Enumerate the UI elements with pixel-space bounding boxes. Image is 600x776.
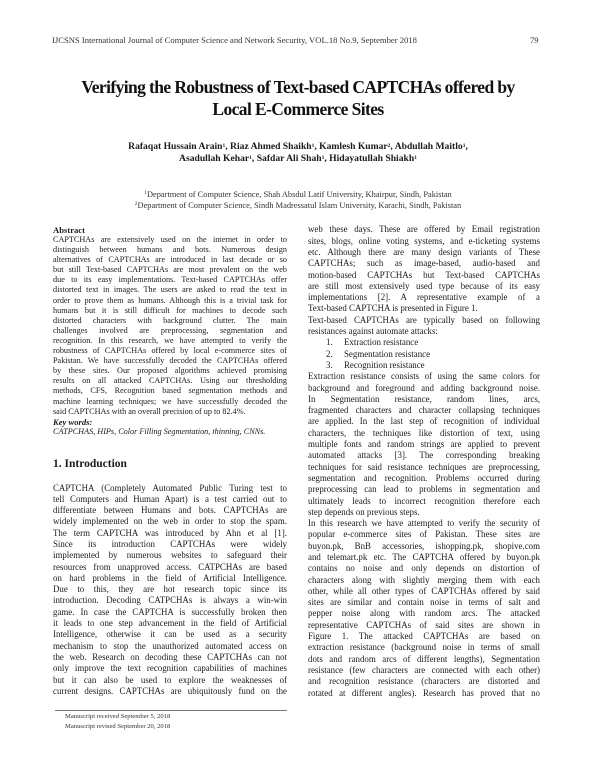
list-number: 3. (326, 359, 333, 370)
text-line: resistance (few characters are connected with each other) (308, 664, 540, 675)
text-line: distorted text in images. The users are asked to read the text in (53, 285, 287, 295)
list-text: Segmentation resistance (344, 348, 431, 359)
text-line: alternatives of CAPTCHAs are introduced in last decade or so (53, 255, 287, 265)
affiliation-number: 2 (134, 201, 138, 207)
text-line: it leads to one step advancement in the field of Artificial (53, 618, 287, 629)
text-line: results on all attacked CAPTCHAs. Using our thresholding (53, 376, 287, 386)
text-line: dots and random arcs of different lengths), Segmentation (308, 653, 540, 664)
text-line: Text-based CAPTCHAs are typically based on following (308, 314, 540, 325)
text-line: popular e-commerce sites of Pakistan. These sites are (308, 529, 540, 540)
text-line: Pakistan. We have successfully decoded the CAPTCHAs offered (53, 356, 287, 366)
affiliation-line (0, 189, 596, 200)
text-line: segmentation and recognition. Problems occurred during (308, 472, 540, 483)
text-line: differentiate between Humans and bots. CAPTCHAs are (53, 505, 287, 516)
text-line: CAPTCHA (Completely Automated Public Turing test to (53, 482, 287, 493)
list-item (308, 360, 540, 371)
text-line: etc. Although there are many design variants of These (308, 246, 540, 257)
text-line: and recognition resistance (characters are distorted and (308, 676, 540, 687)
affiliations (0, 189, 596, 211)
text-line: other, while all other types of CAPTCHAs offered by said (308, 585, 540, 596)
paper-title (0, 76, 596, 120)
text-line: Extraction resistance consists of using the same colors for (308, 371, 540, 382)
title-line: Local E-Commerce Sites (212, 99, 384, 119)
text-line: sites, blogs, online voting systems, and e-ticketing systems (308, 235, 540, 246)
author-line (0, 153, 596, 165)
text-line: preprocessing can lead to problems in segmentation and (308, 484, 540, 495)
text-line: background and foreground and adding background noise. (308, 382, 540, 393)
text-line: In Segmentation resistance, random lines, arcs, (308, 393, 540, 404)
text-line: pepper noise along with random arcs. The attacked (308, 608, 540, 619)
text-line: order to prove them as humans. Although this is a trivial task for (53, 295, 287, 305)
abstract-heading: Abstract (53, 225, 85, 235)
author-name: Rafaqat Hussain Arain (128, 141, 223, 152)
text-line: Text-based CAPTCHA is presented in Figure 1. (308, 303, 478, 314)
author-name: Asadullah Kehar (179, 153, 250, 164)
text-line: due to its easy implementations. Text-based CAPTCHAs offer (53, 275, 287, 285)
text-line: characters along with slightly merging them with each (308, 574, 540, 585)
text-line: fragmented characters and character collapsing techniques (308, 405, 540, 416)
introduction-body (53, 483, 287, 698)
text-line: introduction. Decoding CATPCHAs is always a win-win (53, 595, 287, 606)
affiliation-marker: 1 (414, 155, 417, 161)
text-line: web these days. These are offered by Email registration (308, 224, 540, 235)
text-line: multiple fonts and random strings are applied to prevent (308, 439, 540, 450)
affiliation-text: Department of Computer Science, Shah Absdul Latif University, Khairpur, Sindh, Pakistan (146, 190, 452, 199)
author-separator: , (314, 141, 320, 152)
text-line: distorted characters with background clutter. The main (53, 315, 287, 325)
title-line: Verifying the Robustness of Text-based CAPTCHAs offered by (81, 77, 515, 97)
text-line: game. In case the CAPTCHA is successfully broken then (53, 606, 287, 617)
text-line: distinguish between humans and bots. Numerous design (53, 245, 287, 255)
text-line: machine learning techniques; we have successfully decoded the (53, 396, 287, 406)
text-line: and telemart.pk etc. The CAPTCHA offered by buyon.pk (308, 552, 540, 562)
page-number: 79 (530, 35, 539, 45)
text-line: characters, the techniques like distortion of text, using (308, 427, 540, 438)
author-separator: , (465, 141, 468, 152)
list-item (308, 337, 540, 348)
text-line: implemented by numerous websites to safeguard their (53, 550, 287, 561)
text-line: motion-based CAPTCHAs but Text-based CAPTCHAs (308, 269, 540, 280)
right-column-body (308, 224, 540, 698)
text-line: resources from unapproved access. CATPCHAs are based (53, 561, 287, 572)
list-text: Recognition resistance (344, 359, 425, 370)
affiliation-marker: 2 (387, 143, 391, 149)
text-line: said CAPTCHAs with an overall precision of up to 82.4%. (53, 406, 246, 416)
author-separator: , (225, 141, 231, 152)
text-line: implementations [2]. A representative example of a (308, 292, 540, 303)
text-line: are still most extensively used type because of its easy (308, 280, 540, 291)
section-heading-introduction: 1. Introduction (53, 458, 127, 470)
text-line: extraction resistance (background noise in terms of small (308, 642, 540, 653)
keywords: CATPCHAS, HIPs, Color Filling Segmentation, thinning, CNNs. (53, 427, 266, 436)
author-name: Safdar Ali Shah (256, 153, 322, 164)
author-line (0, 141, 596, 153)
text-line: humans but it is still difficult for machines to decode such (53, 305, 287, 315)
text-line: widely implemented on the web in order to stop the spam. (53, 516, 287, 527)
list-number: 2. (326, 348, 333, 359)
text-line: by these sites. Our proposed algorithms achieved promising (53, 366, 287, 376)
footnote-divider (55, 710, 287, 711)
text-line: The term CAPTCHA was introduced by Ahn et al [1]. (53, 527, 287, 538)
affiliation-text: Department of Computer Science, Sindh Madressatul Islam University, Karachi, Sindh, Pakistan (137, 201, 462, 210)
text-line: only improve the text recognition capabilities of machines (53, 663, 287, 674)
text-line: are applied. In the last step of recognition of individual (308, 416, 540, 427)
text-line: In this research we have attempted to verify the security of (308, 518, 540, 529)
list-number: 1. (326, 337, 333, 348)
text-line: Due to this, they are hot research topic since its (53, 584, 287, 595)
affiliation-marker: 1 (462, 143, 466, 149)
abstract-body (53, 235, 287, 417)
text-line: mechanism to stop the unauthorized automated access on (53, 640, 287, 651)
footnotes (65, 712, 170, 732)
text-line: on hard problems in the field of Artificial Intelligence. (53, 572, 287, 583)
text-line: buyon.pk, BnB accessories, ishopping.pk, shopive.com (308, 540, 540, 551)
text-line: ultimately leads to incorrect recognition therefore each (308, 495, 540, 506)
text-line: methods, CFS, Recognition based segmentation methods and (53, 386, 287, 396)
text-line: Figure 1. The attacked CAPTCHAs are based on (308, 631, 540, 642)
text-line: step depends on previous steps. (308, 506, 420, 517)
text-line: representative CAPTCHAs of said sites are shown in (308, 619, 540, 630)
text-line: techniques for said resistance techniques are preprocessing, (308, 461, 540, 472)
text-line: resistances against automate attacks: (308, 326, 438, 337)
text-line: sites are similar and contain noise in terms of salt and (308, 597, 540, 608)
text-line: contains no noise and only depends on distortion of (308, 563, 540, 574)
author-list (0, 141, 596, 165)
text-line: automated attacks [3]. The corresponding breaking (308, 450, 540, 461)
author-name: Kamlesh Kumar (319, 141, 388, 152)
author-name: Riaz Ahmed Shaikh (230, 141, 312, 152)
text-line: CAPTCHAs; such as image-based, audio-based and (308, 258, 540, 269)
affiliation-marker: 1 (249, 155, 252, 161)
text-line: recognition. In this research, we have attempted to verify the (53, 335, 287, 345)
text-line: current designs. CAPTCHAs are ubiquitously fund on the (53, 685, 287, 696)
footnote-revised: Manuscript revised September 20, 2018 (65, 723, 171, 730)
list-text: Extraction resistance (344, 337, 419, 348)
text-line: but still Text-based CAPTCHAs are most prevalent on the web (53, 265, 287, 275)
affiliation-marker: 1 (222, 143, 226, 149)
author-separator: , (251, 153, 257, 164)
list-item (308, 349, 540, 360)
affiliation-number: 1 (144, 190, 147, 196)
text-line: rotated at different angles). Research has proved that no (308, 687, 540, 698)
text-line: robustness of CAPTCHAs offered by local e-commerce sites of (53, 346, 287, 356)
text-line: Since its introduction CAPTCHAs were widely (53, 538, 287, 549)
text-line: tell Computers and Human Apart) is a test carried out to (53, 493, 287, 504)
author-separator: , (324, 153, 330, 164)
keywords-heading: Key words: (53, 417, 93, 427)
text-line: challenges involved are preprocessing, segmentation and (53, 325, 287, 335)
affiliation-marker: 1 (311, 143, 315, 149)
affiliation-marker: 1 (321, 155, 325, 161)
author-name: Abdullah Maitlo (394, 141, 463, 152)
text-line: CAPTCHAs are extensively used on the internet in order to (53, 235, 287, 244)
text-line: Intelligence, otherwise it can be used as a security (53, 629, 287, 640)
running-header: IJCSNS International Journal of Computer Science and Network Security, VOL.18 No.9, September 2018 (52, 35, 417, 45)
footnote-received: Manuscript received September 5, 2018 (65, 713, 171, 720)
author-separator: , (390, 141, 395, 152)
text-line: the web. Research on decoding these CAPTCHAs can not (53, 651, 287, 662)
affiliation-line (0, 200, 596, 211)
author-name: Hidayatullah Shiakh (329, 153, 415, 164)
text-line: but it can also be used to explore the weaknesses of (53, 674, 287, 685)
